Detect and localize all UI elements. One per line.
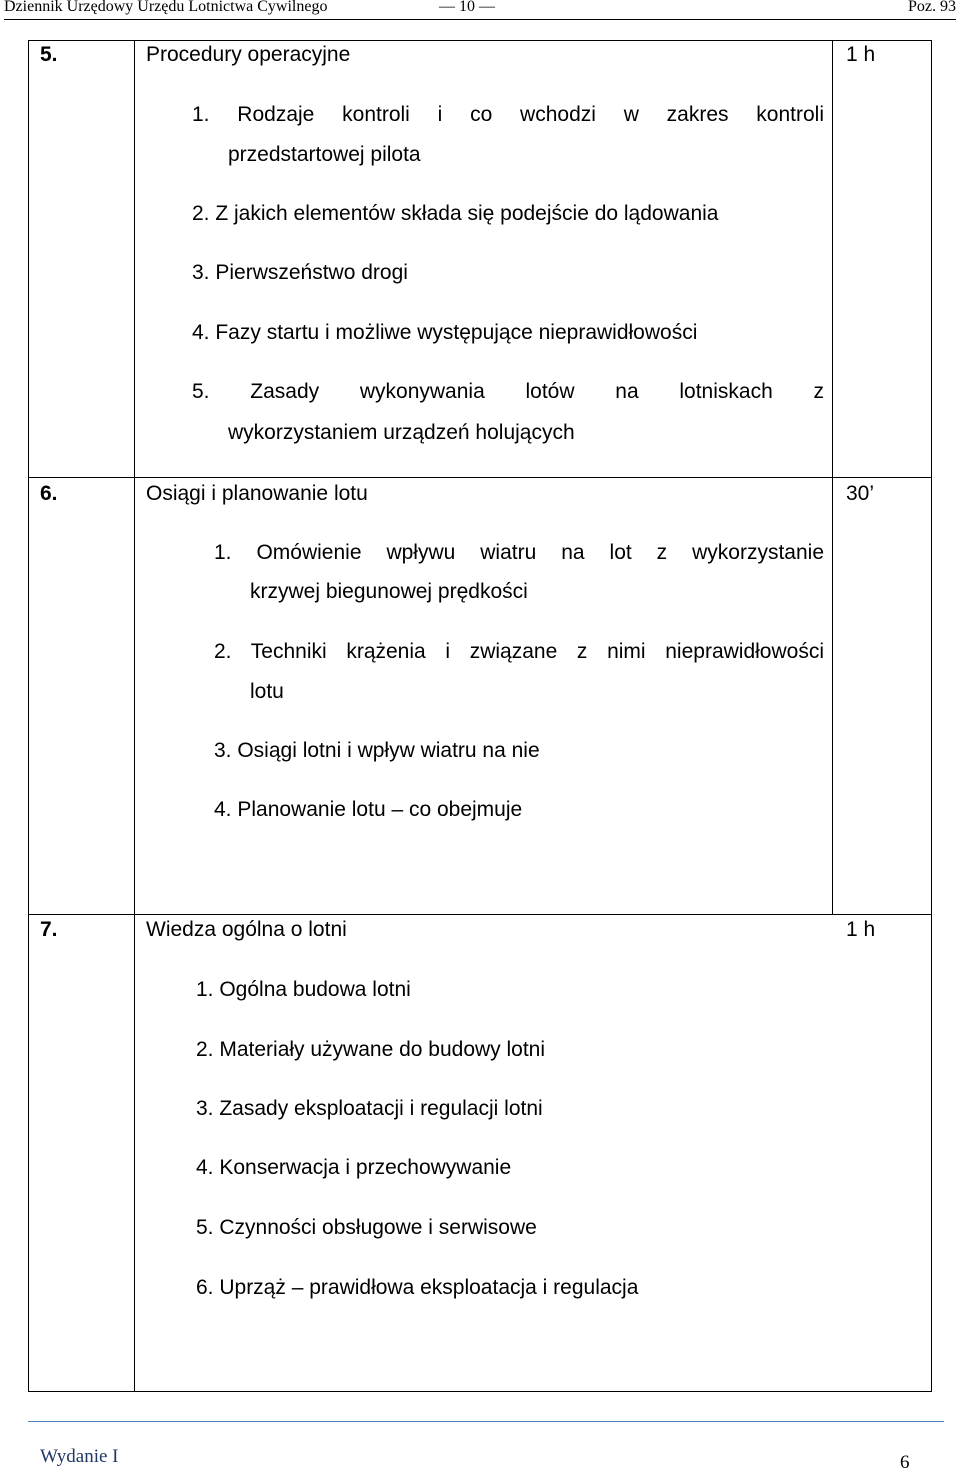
list-item: 3. Osiągi lotni i wpływ wiatru na nie <box>214 739 540 762</box>
section-title: Osiągi i planowanie lotu <box>146 482 368 505</box>
position-number: Poz. 93 <box>908 0 956 15</box>
section-number: 6. <box>40 482 58 505</box>
list-item: 4. Fazy startu i możliwe występujące nieprawidłowości <box>192 321 698 344</box>
section-time: 1 h <box>846 918 876 941</box>
list-item: 3. Pierwszeństwo drogi <box>192 261 408 284</box>
column-divider-left <box>134 40 135 1392</box>
list-item-continuation: krzywej biegunowej prędkości <box>250 580 528 603</box>
list-item: 2. Materiały używane do budowy lotni <box>196 1038 546 1061</box>
page-number-header: — 10 — <box>439 0 495 15</box>
section-title: Wiedza ogólna o lotni <box>146 918 347 941</box>
list-item: 4. Konserwacja i przechowywanie <box>196 1156 512 1179</box>
page-header <box>4 0 956 18</box>
list-item-continuation: lotu <box>250 680 284 703</box>
section-number: 5. <box>40 43 58 66</box>
list-item: 6. Uprząż – prawidłowa eksploatacja i regulacja <box>196 1276 639 1299</box>
list-item: 5. Zasady wykonywania lotów na lotniskach z <box>192 380 824 403</box>
list-item: 2. Techniki krążenia i związane z nimi nieprawidłowości <box>214 640 824 663</box>
list-item: 2. Z jakich elementów składa się podejście do lądowania <box>192 202 719 225</box>
syllabus-table <box>28 40 932 1392</box>
list-item: 1. Rodzaje kontroli i co wchodzi w zakres kontroli <box>192 103 824 126</box>
footer-divider <box>28 1421 944 1422</box>
header-divider <box>4 19 956 20</box>
list-item-continuation: przedstartowej pilota <box>228 143 421 166</box>
journal-title: Dziennik Urzędowy Urzędu Lotnictwa Cywilnego <box>4 0 328 15</box>
section-title: Procedury operacyjne <box>146 43 351 66</box>
list-item: 3. Zasady eksploatacji i regulacji lotni <box>196 1097 543 1120</box>
page-number: 6 <box>900 1452 910 1473</box>
list-item: 1. Ogólna budowa lotni <box>196 978 411 1001</box>
list-item-continuation: wykorzystaniem urządzeń holujących <box>228 421 575 444</box>
section-time: 30’ <box>846 482 875 505</box>
list-item: 5. Czynności obsługowe i serwisowe <box>196 1216 537 1239</box>
section-number: 7. <box>40 918 58 941</box>
edition-label: Wydanie I <box>40 1446 119 1467</box>
row-divider-6 <box>28 477 932 478</box>
list-item: 4. Planowanie lotu – co obejmuje <box>214 798 523 821</box>
list-item: 1. Omówienie wpływu wiatru na lot z wykorzystanie <box>214 541 824 564</box>
row-divider-7 <box>28 914 932 915</box>
section-time: 1 h <box>846 43 876 66</box>
